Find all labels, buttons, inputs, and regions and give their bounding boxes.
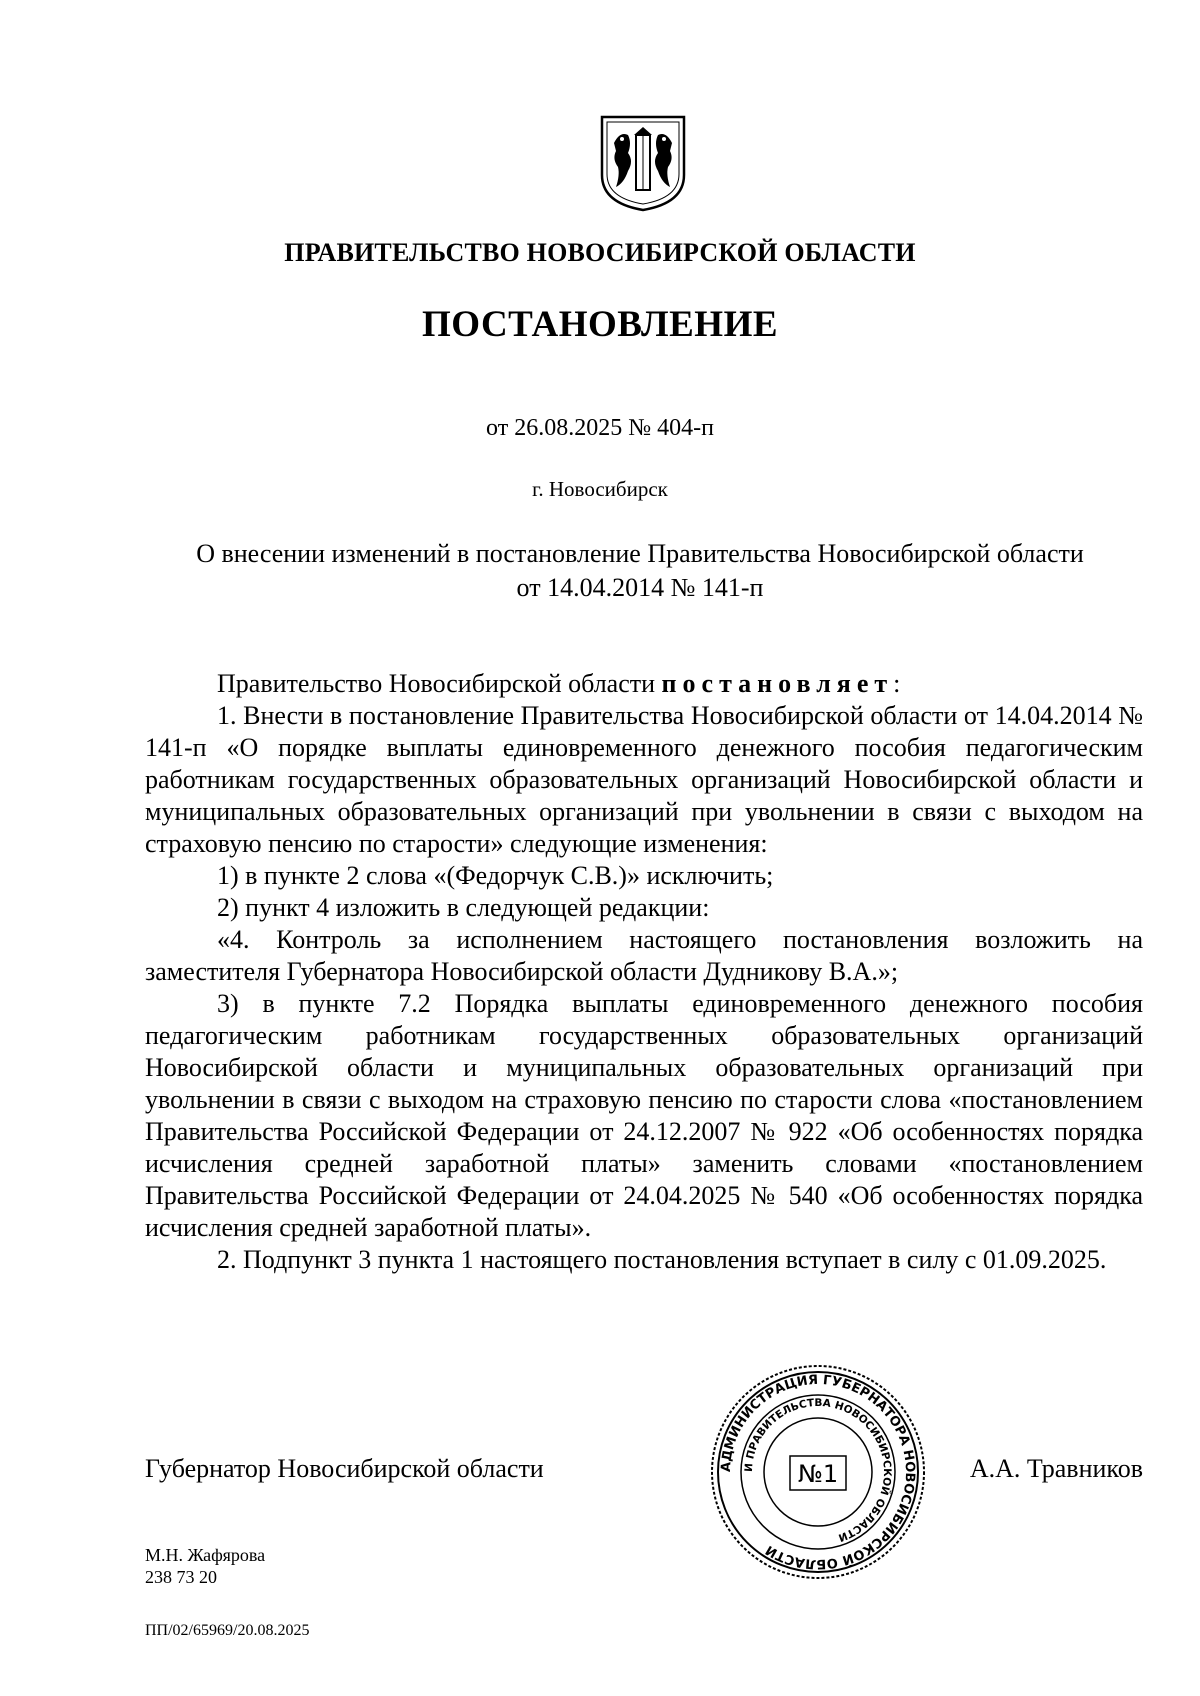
signatory-position: Губернатор Новосибирской области [145,1454,544,1483]
signatory-name: А.А. Травников [969,1454,1143,1483]
document-type-title: ПОСТАНОВЛЕНИЕ [421,304,779,345]
executor-name: М.Н. Жафярова [145,1545,266,1565]
seal-center-number: №1 [797,1460,839,1488]
coat-of-arms-icon [598,113,688,213]
paragraph-1-2: 2) пункт 4 изложить в следующей редакции: [217,893,710,922]
paragraph-1-2-text: «4. Контроль за исполнением настоящего постановления возложить на заместителя Губернатора Новосибирской области Дудникову В.А.»; [145,925,1143,986]
document-date-number: от 26.08.2025 № 404-п [486,415,714,441]
intro-suffix: : [893,669,901,698]
subject-line-2: от 14.04.2014 № 141-п [516,573,764,602]
document-reference: ПП/02/65969/20.08.2025 [145,1622,310,1639]
paragraph-1: 1. Внести в постановление Правительства Новосибирской области от 14.04.2014 № 141-п «О порядке выплаты единовременного денежного пособия педагогическим работникам государственных образовательных организаций Новосибирской области и муниципальных образовательных организаций при увольнении в связи с выходом на страховую пенсию по старости» следующие изменения: [145,701,1143,858]
paragraph-1-3: 3) в пункте 7.2 Порядка выплаты единовременного денежного пособия педагогическим работникам государственных образовательных организаций Новосибирской области и муниципальных образовательных организаций при увольнении в связи с выходом на страховую пенсию по старости слова «постановлением Правительства Российской Федерации от 24.12.2007 № 922 «Об особенностях порядка исчисления средней заработной платы» заменить словами «постановлением Правительства Российской Федерации от 24.04.2025 № 540 «Об особенностях порядка исчисления средней заработной платы». [145,989,1143,1242]
paragraph-2: 2. Подпункт 3 пункта 1 настоящего постановления вступает в силу с 01.09.2025. [217,1245,1107,1274]
executor-phone: 238 73 20 [145,1567,217,1587]
intro-paragraph [145,668,1143,700]
organization-title: ПРАВИТЕЛЬСТВО НОВОСИБИРСКОЙ ОБЛАСТИ [284,238,916,267]
document-subject [140,537,1140,605]
document-city: г. Новосибирск [532,477,668,501]
seal-inner-text: И ПРАВИТЕЛЬСТВА НОВОСИБИРСКОЙ ОБЛАСТИ [742,1396,894,1544]
subject-line-1: О внесении изменений в постановление Правительства Новосибирской области [196,539,1084,568]
decree-word: постановляет [661,669,894,698]
seal-outer-text: АДМИНИСТРАЦИЯ ГУБЕРНАТОРА НОВОСИБИРСКОЙ ОБЛАСТИ [718,1372,918,1572]
document-body [145,668,1143,1276]
paragraph-1-1: 1) в пункте 2 слова «(Федорчук С.В.)» исключить; [217,861,774,890]
official-seal-stamp [708,1362,928,1582]
intro-prefix: Правительство Новосибирской области [217,669,662,698]
